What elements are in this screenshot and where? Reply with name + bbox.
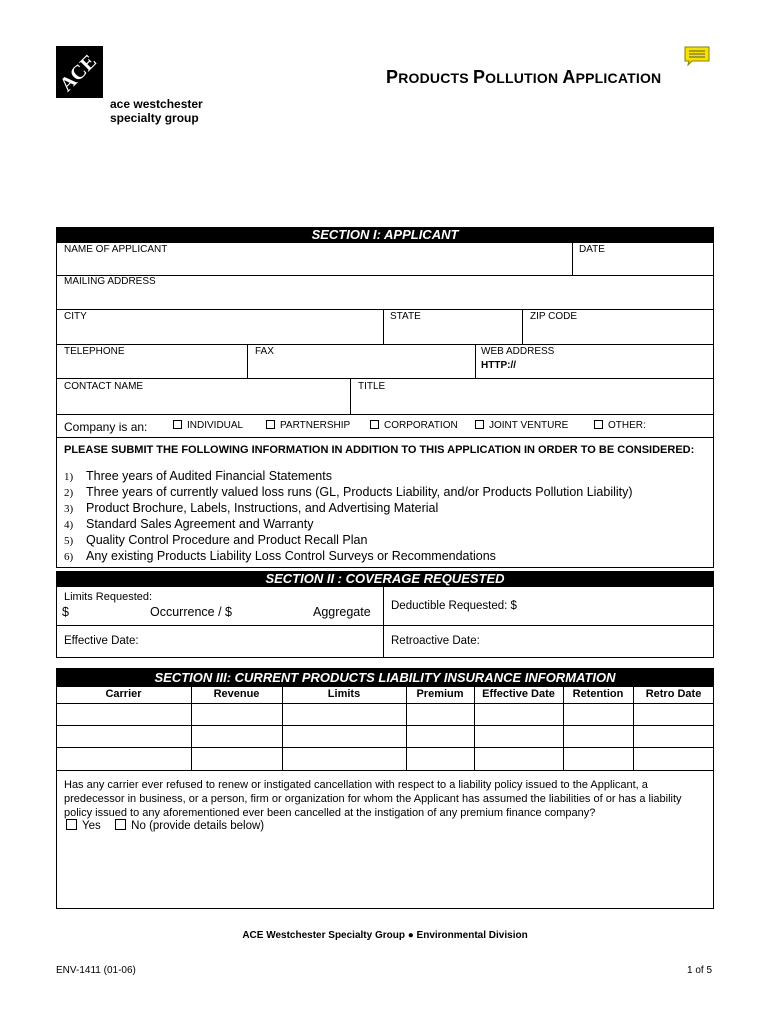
option-partnership[interactable]: PARTNERSHIP xyxy=(266,420,350,431)
list-item: 4) Standard Sales Agreement and Warranty xyxy=(64,516,314,531)
submit-heading: PLEASE SUBMIT THE FOLLOWING INFORMATION IN ADDITION TO THIS APPLICATION IN ORDER TO BE CONSIDERED: xyxy=(64,444,695,456)
zip-code-label: ZIP CODE xyxy=(530,311,578,322)
col-retro-date: Retro Date xyxy=(645,688,702,700)
yes-no-options xyxy=(66,819,264,832)
checkbox[interactable] xyxy=(66,819,77,830)
section-2-box xyxy=(56,586,714,658)
checkbox[interactable] xyxy=(173,420,182,429)
deductible-label: Deductible Requested: $ xyxy=(391,600,517,612)
option-joint-venture[interactable]: JOINT VENTURE xyxy=(475,420,568,431)
section-3-heading: SECTION III: CURRENT PRODUCTS LIABILITY INSURANCE INFORMATION xyxy=(56,668,714,687)
checkbox[interactable] xyxy=(594,420,603,429)
aggregate-label: Aggregate xyxy=(313,605,371,619)
fax-label: FAX xyxy=(255,346,274,357)
ace-logo xyxy=(56,46,103,98)
list-item: 5) Quality Control Procedure and Product Recall Plan xyxy=(64,532,368,547)
logo-text: ACE xyxy=(56,50,102,97)
limits-requested-label: Limits Requested: xyxy=(64,591,153,603)
occurrence-label: Occurrence / $ xyxy=(150,605,232,619)
checkbox[interactable] xyxy=(370,420,379,429)
company-line-1: ace westchester xyxy=(110,97,203,111)
company-is-an-label: Company is an: xyxy=(64,420,148,434)
checkbox[interactable] xyxy=(115,819,126,830)
effective-date-label: Effective Date: xyxy=(64,635,139,647)
retroactive-date-label: Retroactive Date: xyxy=(391,635,480,647)
option-corporation[interactable]: CORPORATION xyxy=(370,420,458,431)
option-no[interactable]: No (provide details below) xyxy=(115,820,264,832)
name-of-applicant-label: NAME OF APPLICANT xyxy=(64,244,168,255)
date-label: DATE xyxy=(579,244,605,255)
telephone-label: TELEPHONE xyxy=(64,346,125,357)
cancellation-question: Has any carrier ever refused to renew or instigated cancellation with respect to a liability policy issued to the Applicant, a predecessor in business, or a person, firm or organization for whom the Applicant has assumed the liabilities of or has a liability policy issued to any aforementioned ever been cancelled at the instigation of any premium finance company? xyxy=(64,779,682,819)
list-item: 1) Three years of Audited Financial Statements xyxy=(64,469,332,483)
mailing-address-label: MAILING ADDRESS xyxy=(64,276,156,287)
title-label: TITLE xyxy=(358,381,386,392)
list-item: 2) Three years of currently valued loss runs (GL, Products Liability, and/or Products Pollution Liability) xyxy=(64,484,633,499)
checkbox[interactable] xyxy=(266,420,275,429)
col-limits: Limits xyxy=(327,688,361,700)
checkbox[interactable] xyxy=(475,420,484,429)
col-revenue: Revenue xyxy=(213,688,260,700)
form-number: ENV-1411 (01-06) xyxy=(56,965,136,976)
col-effective-date: Effective Date xyxy=(482,688,555,700)
col-carrier: Carrier xyxy=(105,688,142,700)
company-name xyxy=(110,97,203,125)
state-label: STATE xyxy=(390,311,421,322)
page-number: 1 of 5 xyxy=(687,965,713,976)
option-yes[interactable]: Yes xyxy=(66,820,101,832)
col-premium: Premium xyxy=(416,688,464,700)
contact-name-label: CONTACT NAME xyxy=(64,381,144,392)
section-2-heading: SECTION II : COVERAGE REQUESTED xyxy=(56,571,714,587)
web-address-label: WEB ADDRESS xyxy=(481,346,555,357)
company-line-2: specialty group xyxy=(110,111,199,125)
section-1-heading: SECTION I: APPLICANT xyxy=(56,227,714,243)
option-other[interactable]: OTHER: xyxy=(594,420,646,431)
requirements-list xyxy=(64,469,704,564)
page-title: PRODUCTS POLLUTION APPLICATION xyxy=(386,67,662,87)
list-item: 6) Any existing Products Liability Loss Control Surveys or Recommendations xyxy=(64,548,496,563)
city-label: CITY xyxy=(64,311,87,322)
option-individual[interactable]: INDIVIDUAL xyxy=(173,420,243,431)
dollar-sign: $ xyxy=(62,605,69,619)
http-prefix: HTTP:// xyxy=(481,360,516,371)
comment-icon[interactable] xyxy=(684,46,710,66)
division-footer: ACE Westchester Specialty Group ● Environmental Division xyxy=(242,930,528,941)
col-retention: Retention xyxy=(572,688,624,700)
list-item: 3) Product Brochure, Labels, Instructions, and Advertising Material xyxy=(64,500,439,515)
